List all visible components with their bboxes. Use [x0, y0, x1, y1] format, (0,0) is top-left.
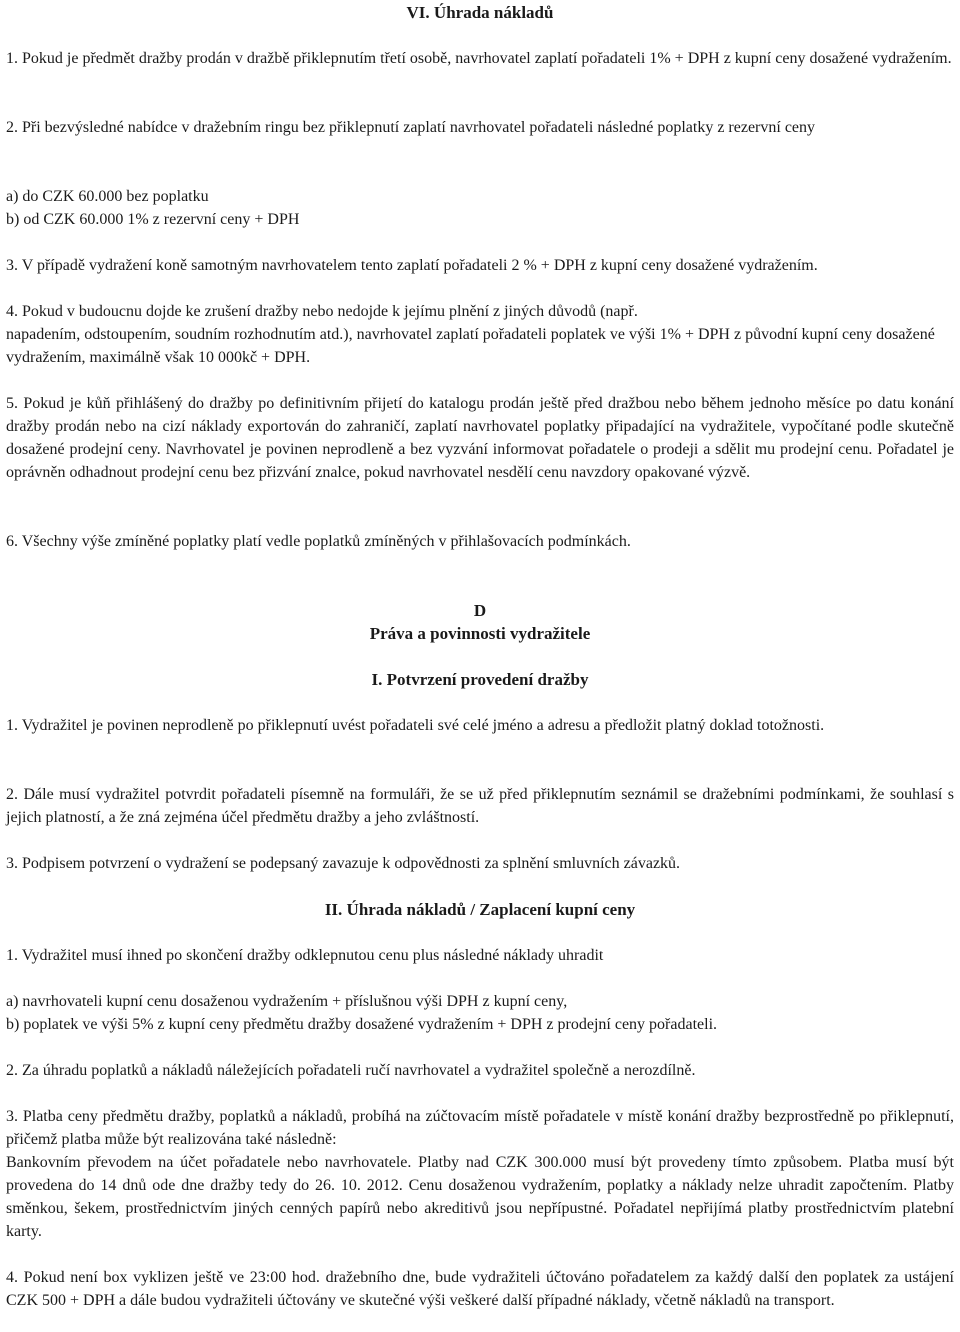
- section-vi-paragraph-4b: napadením, odstoupením, soudním rozhodnutím atd.), navrhovatel zaplatí pořadateli poplatek ve výši 1% + DPH z původní kupní ceny dosažené vydražením, maximálně však 10 000kč + DPH.: [6, 326, 935, 366]
- section-vi-item-2a: a) do CZK 60.000 bez poplatku: [6, 188, 209, 205]
- section-ii-paragraph-3a: 3. Platba ceny předmětu dražby, poplatků a nákladů, probíhá na zúčtovacím místě pořadatele v místě konání dražby bezprostředně po přiklepnutí, přičemž platba může být realizována také následně:: [6, 1108, 954, 1148]
- section-vi-paragraph-5: 5. Pokud je kůň přihlášený do dražby po definitivním přijetí do katalogu prodán ještě před dražbou nebo během jednoho měsíce po datu konání dražby prodán nebo na cizí náklady exportován do zahraničí, zaplatí navrhovatel poplatky připadající na vydražitele, vypočítané podle skutečně dosažené prodejní ceny. Navrhovatel je povinen neprodleně a bez vyzvání informovat pořadatele o prodeji a sdělit mu prodejní cenu. Pořadatel je oprávněn odhadnout prodejní cenu bez přizvání znalce, pokud navrhovatel nesdělí cenu navzdory opakované výzvě.: [6, 395, 954, 481]
- section-i-paragraph-3: 3. Podpisem potvrzení o vydražení se podepsaný zavazuje k odpovědnosti za splnění smluvních závazků.: [6, 855, 681, 872]
- section-ii-paragraph-1: 1. Vydražitel musí ihned po skončení dražby odklepnutou cenu plus následné náklady uhradit: [6, 947, 604, 964]
- section-vi-paragraph-3: 3. V případě vydražení koně samotným navrhovatelem tento zaplatí pořadateli 2 % + DPH z kupní ceny dosažené vydražením.: [6, 257, 818, 274]
- section-i-paragraph-2: 2. Dále musí vydražitel potvrdit pořadateli písemně na formuláři, že se už před přiklepnutím seznámil se dražebními podmínkami, že souhlasí s jejich platností, a že zná zejména účel předmětu dražby a jeho zvláštností.: [6, 786, 954, 826]
- section-vi-heading: VI. Úhrada nákladů: [406, 3, 554, 22]
- section-ii-item-1a: a) navrhovateli kupní cenu dosaženou vydražením + příslušnou výši DPH z kupní ceny,: [6, 993, 568, 1010]
- section-ii-paragraph-2: 2. Za úhradu poplatků a nákladů náležejících pořadateli ručí navrhovatel a vydražitel společně a nerozdílně.: [6, 1062, 696, 1079]
- part-d-title: Práva a povinnosti vydražitele: [369, 624, 591, 643]
- section-vi-item-2b: b) od CZK 60.000 1% z rezervní ceny + DPH: [6, 211, 300, 228]
- section-i-paragraph-1: 1. Vydražitel je povinen neprodleně po přiklepnutí uvést pořadateli své celé jméno a adresu a předložit platný doklad totožnosti.: [6, 717, 825, 734]
- section-vi-paragraph-1: 1. Pokud je předmět dražby prodán v dražbě přiklepnutím třetí osobě, navrhovatel zaplatí pořadateli 1% + DPH z kupní ceny dosažené vydražením.: [6, 50, 952, 67]
- section-ii-item-1b: b) poplatek ve výši 5% z kupní ceny předmětu dražby dosažené vydražením + DPH z prodejní ceny pořadateli.: [6, 1016, 718, 1033]
- part-d-letter: D: [473, 601, 487, 620]
- section-ii-paragraph-4: 4. Pokud není box vyklizen ještě ve 23:00 hod. dražebního dne, bude vydražiteli účtováno pořadatelem za každý další den poplatek za ustájení CZK 500 + DPH a dále budou vydražiteli účtovány ve skutečné výši veškeré další případné náklady, včetně nákladů na transport.: [6, 1269, 954, 1309]
- section-i-heading: I. Potvrzení provedení dražby: [371, 670, 589, 689]
- section-vi-paragraph-2: 2. Při bezvýsledné nabídce v dražebním ringu bez přiklepnutí zaplatí navrhovatel pořadateli následné poplatky z rezervní ceny: [6, 119, 816, 136]
- section-vi-paragraph-6: 6. Všechny výše zmíněné poplatky platí vedle poplatků zmíněných v přihlašovacích podmínkách.: [6, 533, 631, 550]
- section-vi-paragraph-4a: 4. Pokud v budoucnu dojde ke zrušení dražby nebo nedojde k jejímu plnění z jiných důvodů (např.: [6, 303, 638, 320]
- section-ii-paragraph-3b: Bankovním převodem na účet pořadatele nebo navrhovatele. Platby nad CZK 300.000 musí být provedeny tímto způsobem. Platba musí být provedena do 14 dnů ode dne dražby tedy do 26. 10. 2012. Cenu dosaženou vydražením, poplatky a náklady nelze uhradit započtením. Platby směnkou, šekem, prostřednictvím jiných cenných papírů nebo akreditivů jsou nepřípustné. Pořadatel nepřijímá platby prostřednictvím platební karty.: [6, 1154, 954, 1240]
- section-ii-heading: II. Úhrada nákladů / Zaplacení kupní ceny: [324, 900, 636, 919]
